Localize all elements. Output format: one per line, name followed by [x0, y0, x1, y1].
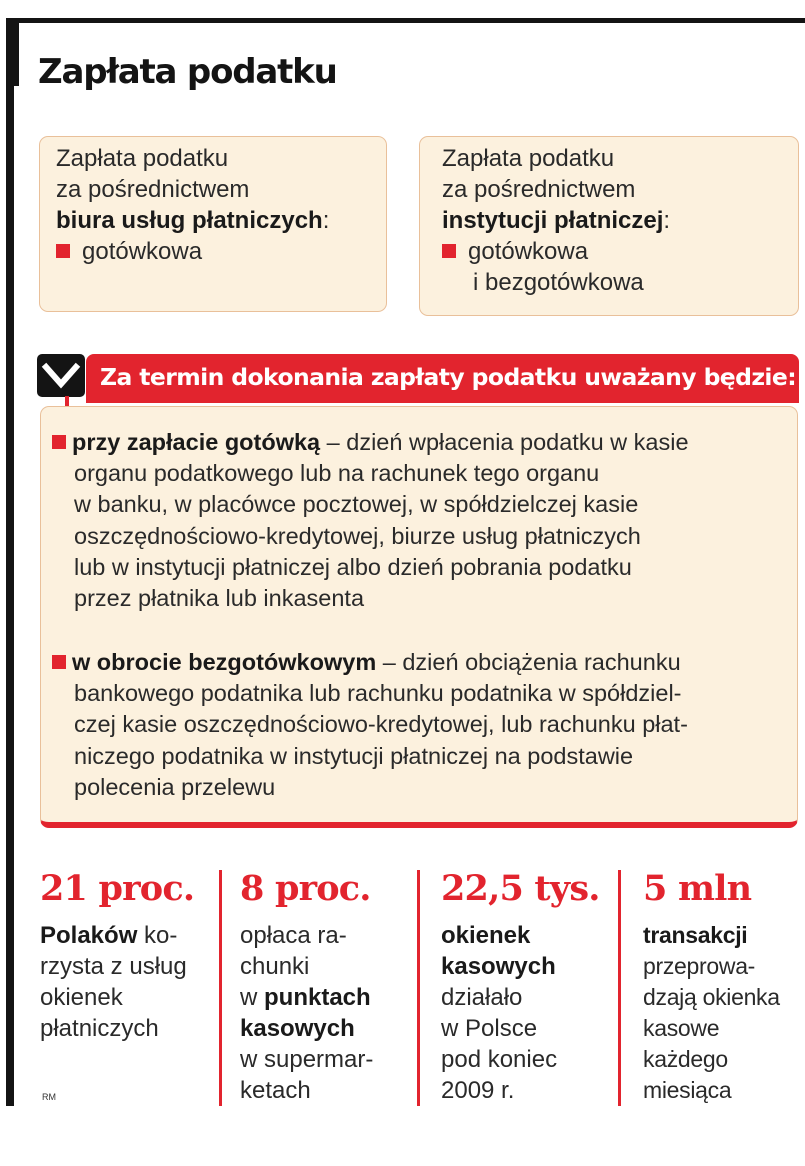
stat-description-line	[240, 1044, 373, 1075]
stat-text: dzają okienka	[643, 984, 780, 1010]
stat-value: 22,5 tys.	[441, 868, 600, 909]
stat-description-line	[441, 1013, 557, 1044]
stat-description-line	[240, 920, 373, 951]
stat-emphasis: kasowych	[240, 1015, 355, 1042]
definition-line	[52, 647, 688, 678]
definition-cash-payment	[52, 427, 689, 614]
definition-line	[52, 427, 689, 458]
chevron-down-icon-glyph	[37, 354, 85, 397]
stat-text: miesiąca	[643, 1077, 732, 1103]
definition-text: – dzień wpłacenia podatku w kasie	[320, 429, 689, 455]
stat-description-line	[40, 1013, 187, 1044]
stat-description-line	[441, 920, 557, 951]
info-box-emphasis: instytucji płatniczej	[442, 207, 664, 234]
definition-line: polecenia przelewu	[74, 773, 276, 800]
stat-emphasis: okienek	[441, 922, 531, 949]
definition-text: – dzień obciążenia rachunku	[376, 649, 681, 675]
info-box-bullet-text: gotówkowa	[82, 238, 203, 265]
info-box-payment-services-office-text	[56, 143, 329, 267]
info-box-payment-institution-text	[442, 143, 670, 298]
definition-line: czej kasie oszczędnościowo-kredytowej, lub rachunku płat-	[74, 711, 688, 738]
frame-top-rule	[6, 18, 805, 23]
info-box-punctuation: :	[663, 207, 671, 234]
stat-text: pod koniec	[441, 1046, 558, 1073]
stat-description-line	[240, 982, 373, 1013]
stat-text: działało	[441, 984, 523, 1011]
info-box-line	[56, 205, 329, 236]
definition-line: oszczędnościowo-kredytowej, biurze usług płatniczych	[74, 522, 641, 549]
info-box-bullet-item	[56, 236, 329, 267]
stat-text: 2009 r.	[441, 1077, 515, 1104]
stat-text: w Polsce	[441, 1015, 538, 1042]
stat-text: rzysta z usług	[40, 953, 187, 980]
stat-description-line	[40, 920, 187, 951]
red-square-bullet-icon	[52, 655, 66, 669]
stat-value: 21 proc.	[40, 868, 195, 909]
stat-description-line	[643, 951, 780, 982]
stat-divider	[219, 870, 222, 1106]
stat-description-line	[643, 1044, 780, 1075]
stat-description	[40, 920, 187, 1044]
stat-divider	[618, 870, 621, 1106]
stat-text: kasowe	[643, 1015, 720, 1041]
definition-term: przy zapłacie gotówką	[72, 429, 321, 455]
stat-emphasis: transakcji	[643, 922, 748, 948]
stat-divider	[417, 870, 420, 1106]
info-box-line: za pośrednictwem	[442, 176, 636, 203]
info-box-line: za pośrednictwem	[56, 176, 250, 203]
info-box-line: Zapłata podatku	[442, 145, 615, 172]
stat-description-line	[441, 1044, 557, 1075]
stat-text: każdego	[643, 1046, 728, 1072]
stat-text: opłaca ra-	[240, 922, 347, 949]
stat-description-line	[40, 951, 187, 982]
stat-description	[240, 920, 373, 1106]
stat-description-line	[240, 951, 373, 982]
stat-description-line	[643, 982, 780, 1013]
section-banner-heading: Za termin dokonania zapłaty podatku uważany będzie:	[100, 363, 797, 391]
red-square-bullet-icon	[442, 244, 456, 258]
stat-text: płatniczych	[40, 1015, 159, 1042]
definition-line: lub w instytucji płatniczej albo dzień pobrania podatku	[74, 553, 632, 580]
stat-text: ko-	[137, 922, 178, 949]
chevron-down-icon	[37, 354, 85, 397]
stat-description-line	[441, 982, 557, 1013]
stat-emphasis: Polaków	[40, 922, 138, 949]
stat-description-line	[240, 1075, 373, 1106]
info-box-bullet-continuation: i bezgotówkowa	[473, 269, 644, 296]
stat-text: ketach	[240, 1077, 311, 1104]
stat-description-line	[643, 1013, 780, 1044]
stat-text: w supermar-	[240, 1046, 374, 1073]
stat-value: 8 proc.	[240, 868, 371, 909]
author-credit: RM	[42, 1092, 56, 1102]
info-box-punctuation: :	[322, 207, 330, 234]
info-box-emphasis: biura usług płatniczych	[56, 207, 323, 234]
definition-line: organu podatkowego lub na rachunek tego organu	[74, 460, 600, 487]
info-box-bullet-text: gotówkowa	[468, 238, 589, 265]
definition-line: przez płatnika lub inkasenta	[74, 584, 365, 611]
stat-description-line	[441, 1075, 557, 1106]
page-title: Zapłata podatku	[38, 52, 337, 92]
definition-term: w obrocie bezgotówkowym	[72, 649, 377, 675]
stat-description-line	[441, 951, 557, 982]
info-box-bullet-item	[442, 236, 670, 267]
stat-description-line	[643, 1075, 780, 1106]
stat-description-line	[40, 982, 187, 1013]
stat-text: w	[240, 984, 264, 1011]
definition-cashless-payment	[52, 647, 688, 803]
stat-description	[441, 920, 557, 1106]
red-square-bullet-icon	[56, 244, 70, 258]
stat-emphasis: punktach	[264, 984, 371, 1011]
definition-line: niczego podatnika w instytucji płatniczej na podstawie	[74, 742, 634, 769]
definition-line: w banku, w placówce pocztowej, w spółdzielczej kasie	[74, 491, 639, 518]
stat-text: przeprowa-	[643, 953, 756, 979]
frame-left-rule	[6, 24, 14, 1106]
red-square-bullet-icon	[52, 435, 66, 449]
stat-emphasis: kasowych	[441, 953, 556, 980]
stat-description	[643, 920, 780, 1106]
stat-text: okienek	[40, 984, 123, 1011]
stat-text: chunki	[240, 953, 310, 980]
stat-description-line	[643, 920, 780, 951]
definition-line: bankowego podatnika lub rachunku podatnika w spółdziel-	[74, 680, 682, 707]
stat-value: 5 mln	[643, 868, 752, 909]
info-box-line	[442, 205, 670, 236]
stat-description-line	[240, 1013, 373, 1044]
info-box-line: Zapłata podatku	[56, 145, 229, 172]
